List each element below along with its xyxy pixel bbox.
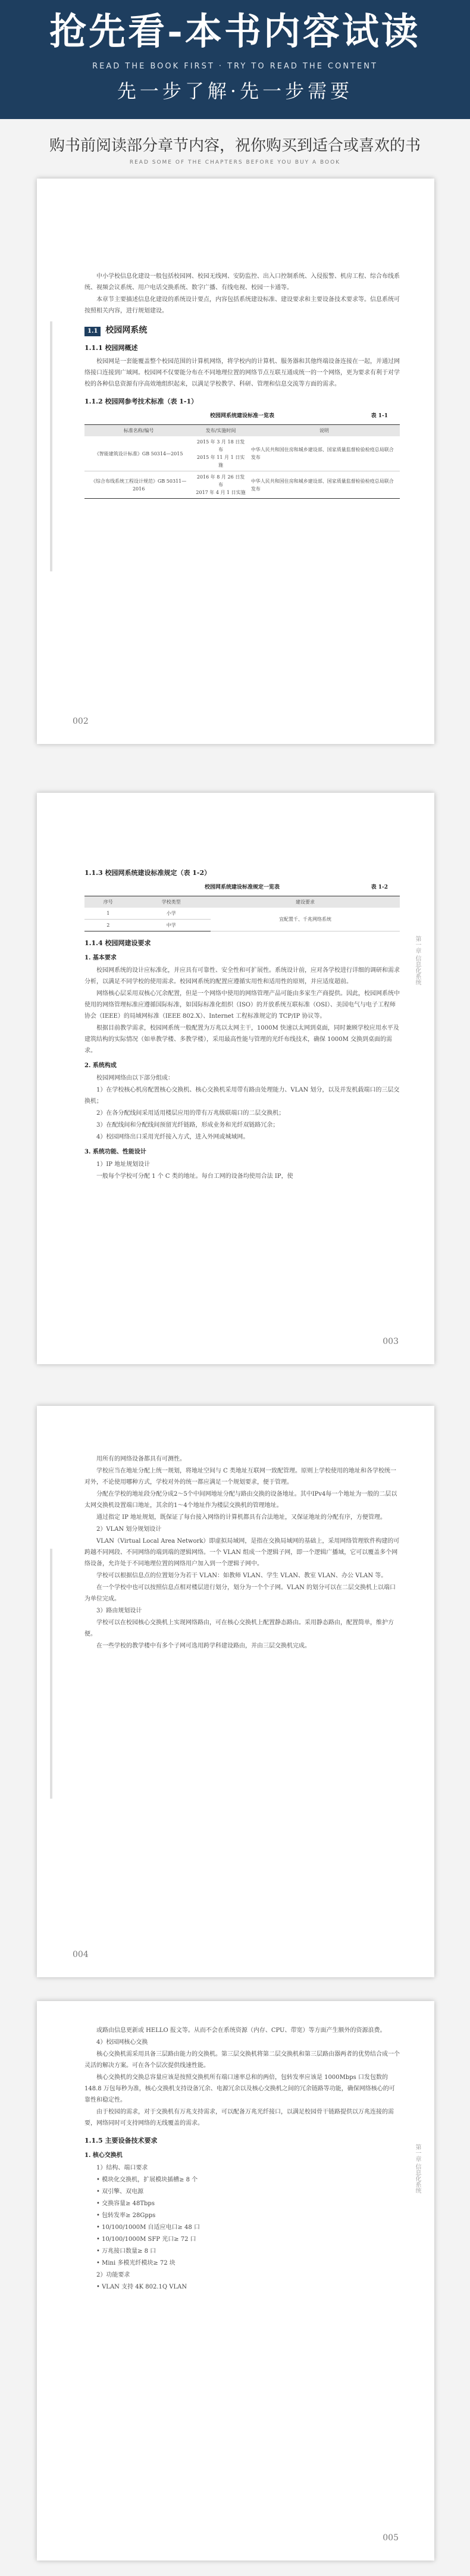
body-para: 用所有的网络设备都具有可测性。 [96,1456,186,1462]
table-row [84,908,400,920]
body-para: 校园网网络由以下部分组成： [96,1075,174,1081]
banner-title: 抢先看-本书内容试读 [49,10,421,53]
page-3-content [84,1453,400,1652]
standards-table [84,424,400,499]
list-item: 3）在配线间和分配线间预留光纤链路，形成业务和光纤双链路冗余； [96,1122,279,1128]
table-header: 发布/实施时间 [193,425,249,437]
book-page-3 [37,1406,434,1977]
table-header: 建设要求 [211,896,400,908]
list-item: • 万兆接口数量≥ 8 口 [96,2248,156,2255]
sub-heading: 3）路由规划设计 [96,1608,142,1614]
body-para: 或路由信息更新或 HELLO 报文等。从而不会在系统资源（内存、CPU、带宽）等方面产生额外的资源浪费。 [96,2027,386,2034]
subsection-heading: 1.1.1 校园网概述 [84,344,138,352]
list-item: 1）在学校核心机房配置核心交换机、核心交换机采用带有路由处理能力、VLAN 划分，以及并发机载端口的三层交换机； [84,1087,400,1105]
table-cell: 中华人民共和国住房和城乡建设部、国家质量监督检验检疫总局联合发布 [249,436,400,471]
table-cell: 中华人民共和国住房和城乡建设部、国家质量监督检验检疫总局联合发布 [249,471,400,499]
table-number: 表 1-2 [371,884,388,890]
section-title: 校园网系统 [105,326,148,335]
list-item: • Mini 多模光纤模块≥ 72 块 [96,2260,176,2266]
table-cell: 2016 年 8 月 26 日发布 2017 年 4 月 1 日实施 [193,471,249,499]
table-cell: 2015 年 3 月 18 日发布 2015 年 11 月 1 日实施 [193,436,249,471]
page-1-content [84,271,400,499]
body-para: 在一个学校中也可以按照信息点相对楼层进行划分，划分为一个个子网。VLAN 的划分可以在二层交换机上以端口为单位完成。 [84,1584,396,1602]
list-item: 4）校园网络出口采用光纤接入方式，进入外网或城域网。 [96,1134,249,1140]
body-para: 一般每个学校可分配 1 个 C 类的地址。每台工网的设备均使用合法 IP，使 [96,1173,293,1180]
book-page-1 [37,179,434,744]
subsection-heading: 1.1.4 校园网建设要求 [84,939,151,947]
page-number: 002 [73,717,89,726]
body-para: 在一些学校的教学楼中有多个子网可选用跨学科建设路由，并由三层交换机完成。 [96,1643,311,1649]
book-page-2 [37,793,434,1364]
table-header: 说明 [249,425,400,437]
body-para: 校园网系统的设计应标准化，并应具有可靠性、安全性和可扩展性。系统设计前，应对各学校进行详细的调研和需求分析，以满足不同学校的使用需求。校园网系统的配置应遵循实用性和适用性的原则，并应适度超前。 [84,967,400,985]
sub-heading: 2）VLAN 划分规划设计 [96,1526,162,1533]
sub-heading: 2）功能要求 [96,2272,130,2278]
intro-para: 中小学校信息化建设一般包括校园网、校园无线网、安防监控、出入口控制系统、入侵报警、机房工程、综合布线系统、视频会议系统、用户电话交换系统、数字广播、有线电视、校园一卡通等。 [84,273,400,291]
side-ribbon-decoration [50,1549,52,1799]
sub-heading: 1）IP 地址规划设计 [96,1161,151,1168]
table-cell: 小学 [132,908,211,920]
subsection-heading: 1.1.3 校园网系统建设标准规定（表 1-2） [84,869,211,877]
sub-heading: 4）校园网核心交换 [96,2039,148,2046]
table-cell: 中学 [132,920,211,931]
table-header: 标准名称/编号 [84,425,193,437]
school-type-table [84,896,400,931]
body-para: 学校可以根据信息点的位置划分为若干 VLAN：如教师 VLAN、学生 VLAN、教室 VLAN、办公 VLAN 等。 [96,1573,387,1579]
list-item: • 10/100/1000M 自适应电口≥ 48 口 [96,2224,200,2231]
list-item: • 交换容量≥ 48Tbps [96,2200,155,2207]
list-item: • VLAN 支持 4K 802.1Q VLAN [96,2284,187,2290]
table-caption-text: 校园网系统建设标准一览表 [209,413,274,419]
intro-para: 本章节主要描述信息化建设的系统设计要点，内容包括系统建设标准、建设要求和主要设备技术要求等。信息系统可按照相关内容，进行规划建设。 [84,296,400,314]
side-ribbon-decoration [50,321,52,571]
table-cell: 1 [84,908,132,920]
body-para: 由于校园的需求，对于交换机有万兆支持需求，可以配备万兆光纤接口，以满足校园骨干链路提供以万兆连接的需要，网络同时可支持网络的无线覆盖的需求。 [84,2109,394,2127]
header-banner [0,0,470,119]
section-number: 1.1 [84,327,101,336]
page-number: 003 [383,1337,399,1346]
list-item: • 10/100/1000M SFP 光口≥ 72 口 [96,2236,196,2243]
table-row [84,471,400,499]
item-heading: 2. 系统构成 [84,1062,117,1069]
table-cell: 《综合布线系统工程设计规范》GB 50311—2016 [84,471,193,499]
table-caption-text: 校园网系统建设标准规定一览表 [204,884,280,890]
section-heading [84,325,400,336]
subtitle-main: 购书前阅读部分章节内容，祝你购买到适合或喜欢的书 [49,137,421,155]
table-cell: 《智能建筑设计标准》GB 50314—2015 [84,436,193,471]
banner-english: READ THE BOOK FIRST · TRY TO READ THE CONTENT [92,62,378,71]
table-header: 序号 [84,896,132,908]
table-cell: 2 [84,920,132,931]
body-para: 核心交换机需采用具备三层路由能力的交换机。第三层交换机将第二层交换机和第三层路由器两者的优势结合成一个灵活的解决方案。可在各个层次提供线速性能。 [84,2051,400,2069]
book-page-4 [37,2001,434,2561]
page-4-content [84,2025,400,2293]
page-2-content [84,861,400,1183]
side-chapter-label [413,2144,421,2370]
item-heading: 3. 系统功能、性能设计 [84,1149,146,1155]
page-number: 005 [383,2533,399,2543]
list-item: • 模块化交换机，扩展模块插槽≥ 8 个 [96,2177,198,2183]
item-heading: 1. 核心交换机 [84,2152,123,2159]
body-para: 学校应当在地址分配上统一规划，将地址空间与 C 类地址互联网一致配管理。原则上学校使用的地址和各学校统一对外，不论使用哪种方式，学校对外的统一都应满足一个规划要求，便于管理。 [84,1468,397,1486]
side-chapter-label [413,936,421,1162]
body-para: 学校可以在校园核心交换机上实现网络路由，可在核心交换机上配置静态路由。采用静态路由，配置简单，维护方便。 [84,1620,394,1637]
list-item: • 包转发率≥ 28Gpps [96,2212,156,2219]
side-chapter-text: 第一章 信息化系统 [414,936,421,986]
body-para: 根据目前教学需求，校园网系统一般配置为万兆以太网主干，1000M 快速以太网到桌面，同时兼顾学校应用水平及建筑结构的实际情况（如单教学楼、多教学楼），采用最高性能与管理的光纤布线技术，确保 1000M 交换到桌面的需求。 [84,1025,399,1054]
table-row [84,436,400,471]
body-para: VLAN（Virtual Local Area Network）即虚拟局域网，是指在交换局域网的基础上，采用网络管理软件构建的可跨越不同网段、不同网络的端到端的逻辑网络。一个 VLAN 组成一个逻辑子网，即一个逻辑广播域，它可以覆盖多个网络设备，允许处于不同地理位置的网络用户加入到一个逻辑子网中。 [84,1538,400,1567]
table-caption [84,411,400,422]
subsection-heading: 1.1.5 主要设备技术要求 [84,2137,158,2144]
body-para: 分配在学校的地址段分配分成2～5个中间网地址分配与路由交换的设备地址。其中IPv4每一个地址为一般的二层以太网交换机设置端口地址，其余的1～4个地址作为楼层交换机的管理地址。 [84,1491,397,1509]
body-para: 网络核心层采用双核心冗余配置，但是一个网络中使用的网络管理产品可能由多家生产商提供。因此，校园网系统中使用的网络管理标准应遵循国际标准，如国际标准化组织（ISO）的开放系统互联标准（OSI）、美国电气与电子工程师协会（IEEE）的局域网标准（IEEE 802.X）、Internet 工程标准规定的 TCP/IP 协议等。 [84,990,400,1020]
item-heading: 1. 基本要求 [84,955,117,961]
table-header: 学校类型 [132,896,211,908]
side-chapter-text: 第一章 信息化系统 [414,2144,421,2194]
body-para: 校园网是一套能覆盖整个校园范围的计算机网络，将学校内的计算机、服务器和其他终端设备连接在一起，并通过网络接口连接到广域网。校园网不仅要能分布在不同地理位置的网络节点互联互通成统一的一个网络，更为要求有利于对学校的各种信息资源有序高效地组织起来，以满足学校教学、科研、管理和信息交流等方面的需求。 [84,358,400,387]
banner-slogan: 先一步了解·先一步需要 [117,80,353,102]
table-caption [84,882,400,893]
table-number: 表 1-1 [371,413,388,419]
list-item: 2）在各分配线间采用适用楼层应用的带有万兆级联端口的二层交换机； [96,1110,285,1117]
table-cell: 宜配置千、千兆网络系统 [211,908,400,931]
body-para: 通过指定 IP 地址规划，既保证了每台接入网络的计算机都具有合法地址，又保证地址的分配有序，方便管理。 [96,1514,387,1521]
subtitle-english: READ SOME OF THE CHAPTERS BEFORE YOU BUY A BOOK [129,160,341,165]
subsection-heading: 1.1.2 校园网参考技术标准（表 1-1） [84,398,198,405]
list-item: • 双引擎、双电源 [96,2189,144,2195]
body-para: 核心交换机的交换总容量应该是按照交换机所有端口速率总和的两倍，包转发率应该是 1000Mbps 口发包数的 148.8 万包每秒为准，核心交换机支持设备冗余、电源冗余以及核心交换机之间的冗余链路等功能，确保网络核心的可靠性和稳定性。 [84,2074,395,2103]
sub-heading: 1）结构、端口要求 [96,2165,148,2171]
page-number: 004 [73,1950,89,1959]
